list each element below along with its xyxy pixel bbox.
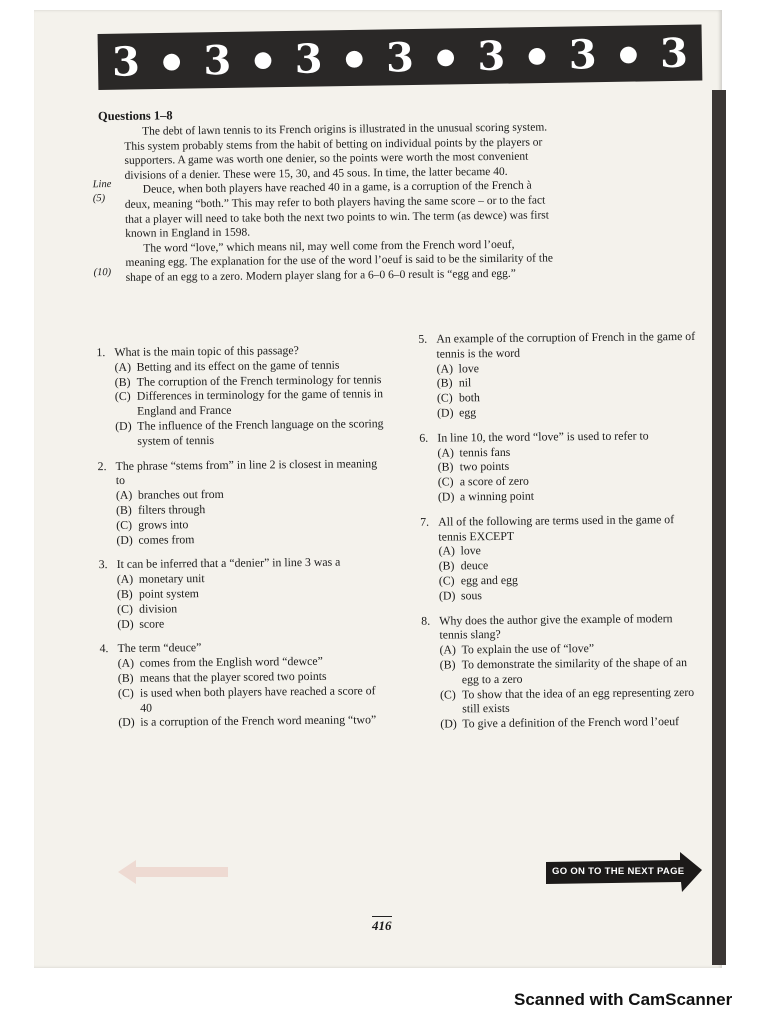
question-item <box>98 456 389 548</box>
bullet-icon: ● <box>161 47 182 74</box>
question-item <box>419 428 702 505</box>
question-stem: In line 10, the word “love” is used to refer to <box>437 428 649 445</box>
answer-option[interactable]: (C) Differences in terminology for the game of tennis in England and France <box>114 386 384 418</box>
questions-left-column <box>96 342 390 740</box>
question-item <box>421 610 704 731</box>
scanner-watermark: Scanned with CamScanner <box>514 990 733 1009</box>
answer-option[interactable]: (B) deuce <box>438 558 489 573</box>
answer-option[interactable]: (B) filters through <box>116 502 206 517</box>
answer-option[interactable]: (B) The corruption of the French terminology for tennis <box>114 371 382 389</box>
line-label: Line <box>92 179 112 191</box>
question-number: 8. <box>421 613 431 628</box>
faded-arrow-icon <box>118 858 228 886</box>
line-label-10: (10) <box>93 267 112 279</box>
section-number: 3 <box>294 34 323 83</box>
bullet-icon: ● <box>618 40 639 67</box>
question-item <box>96 342 387 449</box>
answer-option[interactable]: (D) is a corruption of the French word meaning “two” <box>118 712 377 730</box>
answer-option[interactable]: (A) love <box>436 360 480 376</box>
question-stem: Why does the author give the example of modern tennis slang? <box>439 610 673 642</box>
question-number: 5. <box>418 331 428 346</box>
answer-option[interactable]: (A) tennis fans <box>437 444 511 460</box>
answer-option[interactable]: (B) means that the player scored two points <box>117 668 327 685</box>
answer-option[interactable]: (C) egg and egg <box>438 572 518 588</box>
answer-option[interactable]: (C) both <box>436 390 480 405</box>
question-stem: It can be inferred that a “denier” in line 3 was a <box>116 554 341 572</box>
question-item <box>99 554 390 631</box>
go-on-label: GO ON TO THE NEXT PAGE <box>552 866 685 877</box>
answer-option[interactable]: (D) score <box>117 616 165 631</box>
answer-option[interactable]: (B) To demonstrate the similarity of the shape of an egg to a zero <box>439 654 688 687</box>
question-number: 6. <box>419 430 429 445</box>
bullet-icon: ● <box>435 43 456 70</box>
questions-right-column <box>418 329 704 742</box>
question-number: 3. <box>98 557 108 572</box>
answer-option[interactable]: (C) is used when both players have reached a score of 40 <box>117 683 376 715</box>
section-number: 3 <box>659 29 689 77</box>
question-item <box>418 329 701 421</box>
section-number: 3 <box>477 32 506 80</box>
page-number: 416 <box>372 918 392 933</box>
question-stem: The term “deuce” <box>117 640 202 656</box>
question-stem: An example of the corruption of French in the game of tennis is the word <box>436 328 696 361</box>
answer-option[interactable]: (D) a winning point <box>437 488 535 504</box>
question-item <box>420 512 703 604</box>
question-number: 4. <box>99 641 109 656</box>
answer-option[interactable]: (B) two points <box>437 459 510 474</box>
question-stem: What is the main topic of this passage? <box>114 343 299 359</box>
line-label-5: (5) <box>92 193 106 205</box>
answer-option[interactable]: (A) monetary unit <box>116 571 205 587</box>
section-number: 3 <box>568 30 597 79</box>
passage-paragraph: The word “love,” which means nil, may well come from the French word l’oeuf, meaning egg. The explanation for the use of the word l’oeuf is said to be the similarity of the shape of an egg to a zero. Modern player slang for a 6–0 6–0 result is “egg and egg.” <box>125 238 553 284</box>
answer-option[interactable]: (A) love <box>438 543 481 558</box>
question-number: 2. <box>97 458 107 473</box>
reading-passage <box>124 120 554 285</box>
answer-option[interactable]: (D) comes from <box>116 531 195 547</box>
answer-option[interactable]: (D) The influence of the French language on the scoring system of tennis <box>115 416 384 448</box>
questions-heading: Questions 1–8 <box>97 108 173 124</box>
question-stem: All of the following are terms used in the game of tennis EXCEPT <box>438 511 675 544</box>
answer-option[interactable]: (A) branches out from <box>115 487 224 503</box>
answer-option[interactable]: (D) To give a definition of the French word l’oeuf <box>440 714 680 731</box>
answer-option[interactable]: (D) egg <box>437 405 477 420</box>
answer-option[interactable]: (B) nil <box>436 375 472 390</box>
passage-paragraph: Deuce, when both players have reached 40 in a game, is a corruption of the French à deux, meaning “both.” This may refer to both players having the same score – or to the fact that a player will need to take both the next two points to win. The term (as dewce) was first known in England in 1598. <box>124 179 549 241</box>
section-number: 3 <box>111 37 141 86</box>
answer-option[interactable]: (A) Betting and its effect on the game of tennis <box>114 357 340 374</box>
question-item <box>99 638 390 730</box>
answer-option[interactable]: (C) To show that the idea of an egg representing zero still exists <box>439 684 695 716</box>
question-number: 1. <box>96 345 106 360</box>
answer-option[interactable]: (D) sous <box>438 587 483 603</box>
answer-option[interactable]: (C) division <box>117 601 178 616</box>
passage-paragraph: The debt of lawn tennis to its French origins is illustrated in the unusual scoring system. This system probably stems from the habit of betting on individual points by the players or supporters. A game was worth one denier, so the points were worth the most convenient divisions of a denier. These were 15, 30, and 45 sous. In time, the latter became 40. <box>124 121 548 182</box>
answer-option[interactable]: (A) To explain the use of “love” <box>439 641 595 657</box>
section-number: 3 <box>202 36 232 84</box>
bullet-icon: ● <box>527 41 547 69</box>
answer-option[interactable]: (A) comes from the English word “dewce” <box>117 653 323 671</box>
answer-option[interactable]: (C) grows into <box>116 516 189 532</box>
answer-option[interactable]: (B) point system <box>116 586 200 601</box>
section-number: 3 <box>385 33 415 81</box>
answer-option[interactable]: (C) a score of zero <box>437 473 529 489</box>
question-stem: The phrase “stems from” in line 2 is closest in meaning to <box>115 455 378 488</box>
bullet-icon: ● <box>344 44 365 72</box>
bullet-icon: ● <box>253 46 273 73</box>
question-number: 7. <box>420 514 430 529</box>
